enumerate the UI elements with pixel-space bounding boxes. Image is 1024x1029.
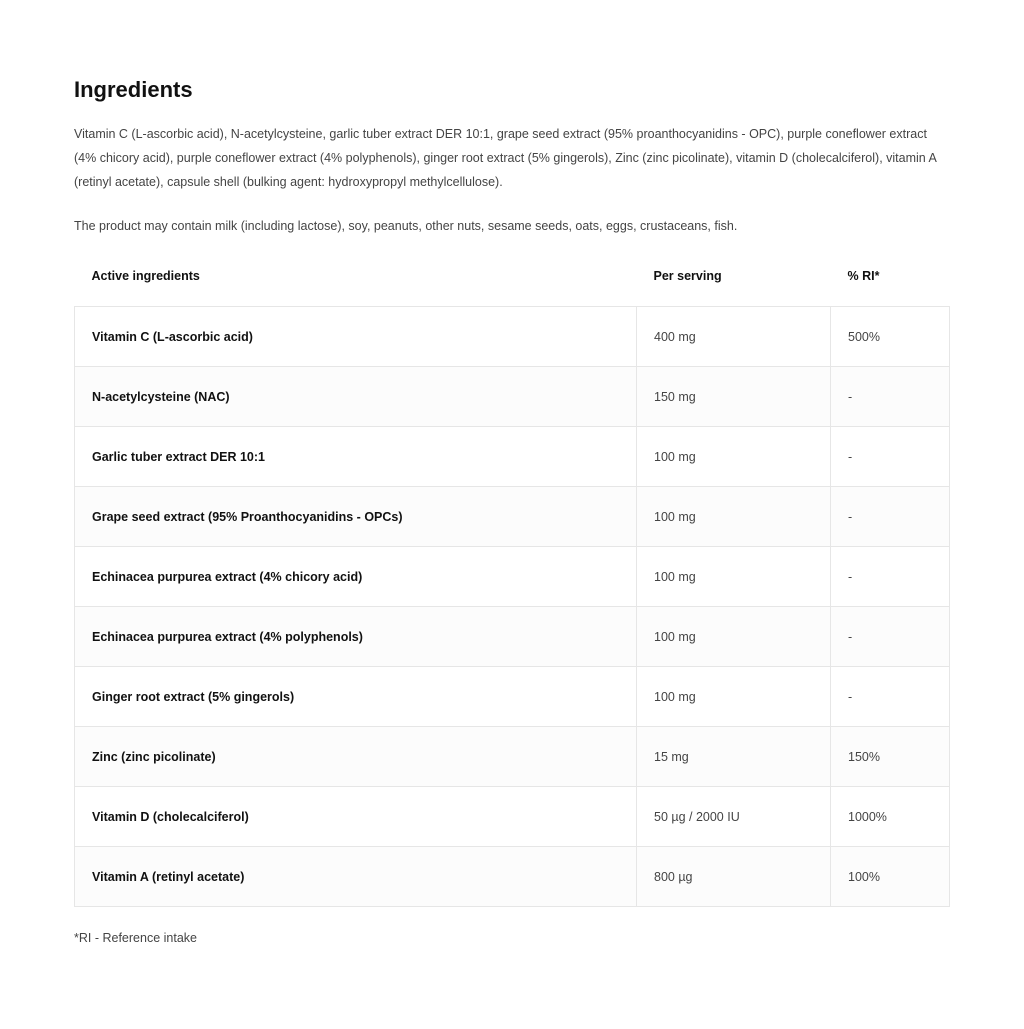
ingredient-ri: - xyxy=(831,607,950,667)
ingredient-serving: 50 µg / 2000 IU xyxy=(637,787,831,847)
active-ingredients-table xyxy=(74,246,950,907)
ingredient-name: Echinacea purpurea extract (4% chicory acid) xyxy=(75,547,637,607)
ingredient-ri: - xyxy=(831,427,950,487)
ingredient-serving: 100 mg xyxy=(637,607,831,667)
ingredient-name: Ginger root extract (5% gingerols) xyxy=(75,667,637,727)
ingredient-name: N-acetylcysteine (NAC) xyxy=(75,367,637,427)
ingredient-ri: 500% xyxy=(831,307,950,367)
ingredient-name: Echinacea purpurea extract (4% polyphenols) xyxy=(75,607,637,667)
table-row xyxy=(75,487,950,547)
ingredient-serving: 800 µg xyxy=(637,847,831,907)
ingredient-ri: - xyxy=(831,547,950,607)
ingredient-serving: 100 mg xyxy=(637,487,831,547)
ingredient-ri: - xyxy=(831,667,950,727)
ingredient-name: Vitamin A (retinyl acetate) xyxy=(75,847,637,907)
table-row xyxy=(75,547,950,607)
ingredient-ri: 1000% xyxy=(831,787,950,847)
table-header-row xyxy=(75,246,950,307)
reference-intake-footnote: *RI - Reference intake xyxy=(74,931,197,945)
ingredient-name: Zinc (zinc picolinate) xyxy=(75,727,637,787)
table-row xyxy=(75,307,950,367)
ingredient-name: Garlic tuber extract DER 10:1 xyxy=(75,427,637,487)
ingredient-name: Vitamin D (cholecalciferol) xyxy=(75,787,637,847)
ingredients-section xyxy=(74,74,949,945)
ingredient-serving: 100 mg xyxy=(637,547,831,607)
table-row xyxy=(75,787,950,847)
ingredient-ri: - xyxy=(831,367,950,427)
table-row xyxy=(75,607,950,667)
table-row xyxy=(75,727,950,787)
table-row xyxy=(75,367,950,427)
column-header-per-serving: Per serving xyxy=(653,269,722,283)
column-header-active-ingredients: Active ingredients xyxy=(91,269,200,283)
page-title: Ingredients xyxy=(74,77,193,102)
ingredient-serving: 15 mg xyxy=(637,727,831,787)
ingredient-ri: 150% xyxy=(831,727,950,787)
table-body xyxy=(75,307,950,907)
ingredient-serving: 150 mg xyxy=(637,367,831,427)
ingredient-serving: 400 mg xyxy=(637,307,831,367)
table-row xyxy=(75,667,950,727)
column-header-ri: % RI* xyxy=(847,269,880,283)
ingredients-paragraph: Vitamin C (L-ascorbic acid), N-acetylcysteine, garlic tuber extract DER 10:1, grape seed extract (95% proanthocyanidins - OPC), purple coneflower extract (4% chicory acid), purple coneflower extract (4% polyphenols), ginger root extract (5% gingerols), Zinc (zinc picolinate), vitamin D (cholecalciferol), vitamin A (retinyl acetate), capsule shell (bulking agent: hydroxypropyl methylcellulose). xyxy=(74,127,937,189)
table-header xyxy=(75,246,950,307)
ingredient-ri: 100% xyxy=(831,847,950,907)
ingredient-name: Grape seed extract (95% Proanthocyanidins - OPCs) xyxy=(75,487,637,547)
ingredient-name: Vitamin C (L-ascorbic acid) xyxy=(75,307,637,367)
ingredient-serving: 100 mg xyxy=(637,427,831,487)
allergen-paragraph: The product may contain milk (including lactose), soy, peanuts, other nuts, sesame seeds, oats, eggs, crustaceans, fish. xyxy=(74,219,738,233)
ingredient-ri: - xyxy=(831,487,950,547)
table-row xyxy=(75,847,950,907)
ingredient-serving: 100 mg xyxy=(637,667,831,727)
table-row xyxy=(75,427,950,487)
